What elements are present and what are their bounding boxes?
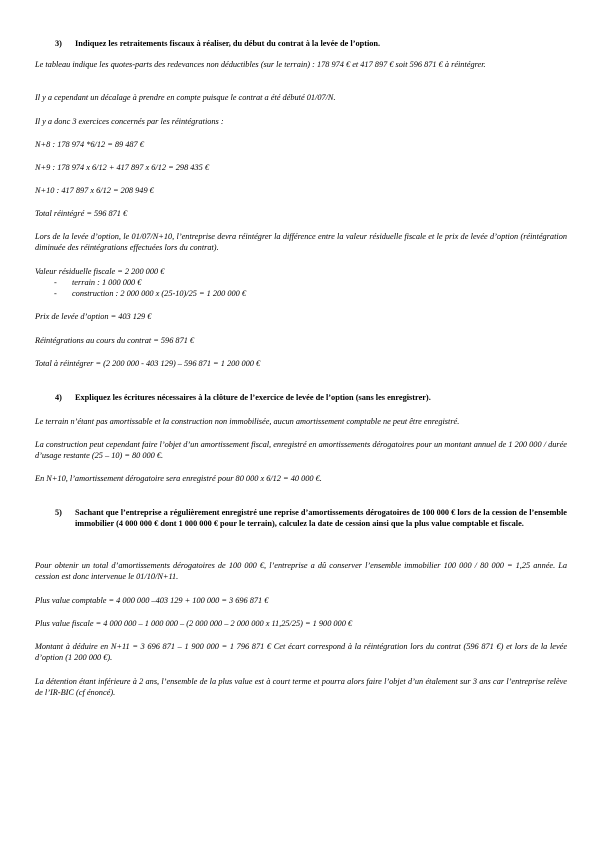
calculation-line: Plus value fiscale = 4 000 000 – 1 000 000 – (2 000 000 – 2 000 000 x 11,25/25) = 1 900 000 € bbox=[35, 619, 353, 628]
list-item bbox=[54, 278, 142, 289]
total-line: Total à réintégrer = (2 200 000 - 403 129) – 596 871 = 1 200 000 € bbox=[35, 359, 261, 368]
list-item bbox=[54, 289, 247, 300]
paragraph: Le terrain n’étant pas amortissable et la construction non immobilisée, aucun amortissement comptable ne peut être enregistré. bbox=[35, 417, 460, 426]
paragraph: La construction peut cependant faire l’objet d’un amortissement fiscal, enregistré en amortissements dérogatoires pour un montant annuel de 1 200 000 / durée d’usage restante (25 – 10) = 80 000 €. bbox=[35, 440, 567, 460]
calculation-line: Plus value comptable = 4 000 000 –403 129 + 100 000 = 3 696 871 € bbox=[35, 596, 269, 605]
question-3-heading bbox=[55, 38, 567, 49]
question-title: Sachant que l’entreprise a régulièrement enregistré une reprise d’amortissements dérogatoires de 100 000 € lors de la cession de l’ensemble immobilier (4 000 000 € dont 1 000 000 € pour le terrain), calculez la date de cession ainsi que la plus value comptable et fiscale. bbox=[75, 508, 567, 528]
bullet-dash: - bbox=[54, 278, 57, 287]
calculation-line: Prix de levée d’option = 403 129 € bbox=[35, 312, 152, 321]
paragraph: Il y a cependant un décalage à prendre en compte puisque le contrat a été débuté 01/07/N. bbox=[35, 93, 336, 102]
paragraph: Il y a donc 3 exercices concernés par les réintégrations : bbox=[35, 117, 224, 126]
calculation-line: N+8 : 178 974 *6/12 = 89 487 € bbox=[35, 140, 144, 149]
list-item-text: terrain : 1 000 000 € bbox=[72, 278, 142, 287]
question-number: 3) bbox=[55, 39, 62, 48]
paragraph: Pour obtenir un total d’amortissements dérogatoires de 100 000 €, l’entreprise a dû conserver l’ensemble immobilier 100 000 / 80 000 = 1,25 année. La cession est donc intervenue le 01/10/N+11. bbox=[35, 561, 567, 581]
paragraph: Montant à déduire en N+11 = 3 696 871 – 1 900 000 = 1 796 871 € Cet écart correspond à la réintégration lors du contrat (596 871 €) et lors de la levée d’option (1 200 000 €). bbox=[35, 642, 567, 662]
paragraph: Lors de la levée d’option, le 01/07/N+10, l’entreprise devra réintégrer la différence entre la valeur résiduelle fiscale et le prix de levée d’option (réintégration diminuée des réintégrations effectuées lors du contrat). bbox=[35, 232, 567, 252]
list-item-text: construction : 2 000 000 x (25-10)/25 = 1 200 000 € bbox=[72, 289, 247, 298]
paragraph: Le tableau indique les quotes-parts des redevances non déductibles (sur le terrain) : 178 974 € et 417 897 € soit 596 871 € à réintégrer. bbox=[35, 60, 486, 69]
calculation-line: Valeur résiduelle fiscale = 2 200 000 € bbox=[35, 267, 165, 276]
question-number: 5) bbox=[55, 508, 62, 517]
question-number: 4) bbox=[55, 393, 62, 402]
question-4-heading bbox=[55, 392, 567, 403]
bullet-dash: - bbox=[54, 289, 57, 298]
paragraph: En N+10, l’amortissement dérogatoire sera enregistré pour 80 000 x 6/12 = 40 000 €. bbox=[35, 474, 322, 483]
question-title: Indiquez les retraitements fiscaux à réaliser, du début du contrat à la levée de l’option. bbox=[75, 39, 381, 48]
question-title: Expliquez les écritures nécessaires à la clôture de l’exercice de levée de l’option (sans les enregistrer). bbox=[75, 393, 431, 402]
calculation-line: Réintégrations au cours du contrat = 596 871 € bbox=[35, 336, 195, 345]
paragraph: La détention étant inférieure à 2 ans, l’ensemble de la plus value est à court terme et pourra alors faire l’objet d’un étalement sur 3 ans car l’entreprise relève de l’IR-BIC (cf énoncé). bbox=[35, 677, 567, 697]
question-5-heading bbox=[55, 507, 567, 529]
calculation-line: N+10 : 417 897 x 6/12 = 208 949 € bbox=[35, 186, 154, 195]
total-line: Total réintégré = 596 871 € bbox=[35, 209, 128, 218]
calculation-line: N+9 : 178 974 x 6/12 + 417 897 x 6/12 = 298 435 € bbox=[35, 163, 209, 172]
